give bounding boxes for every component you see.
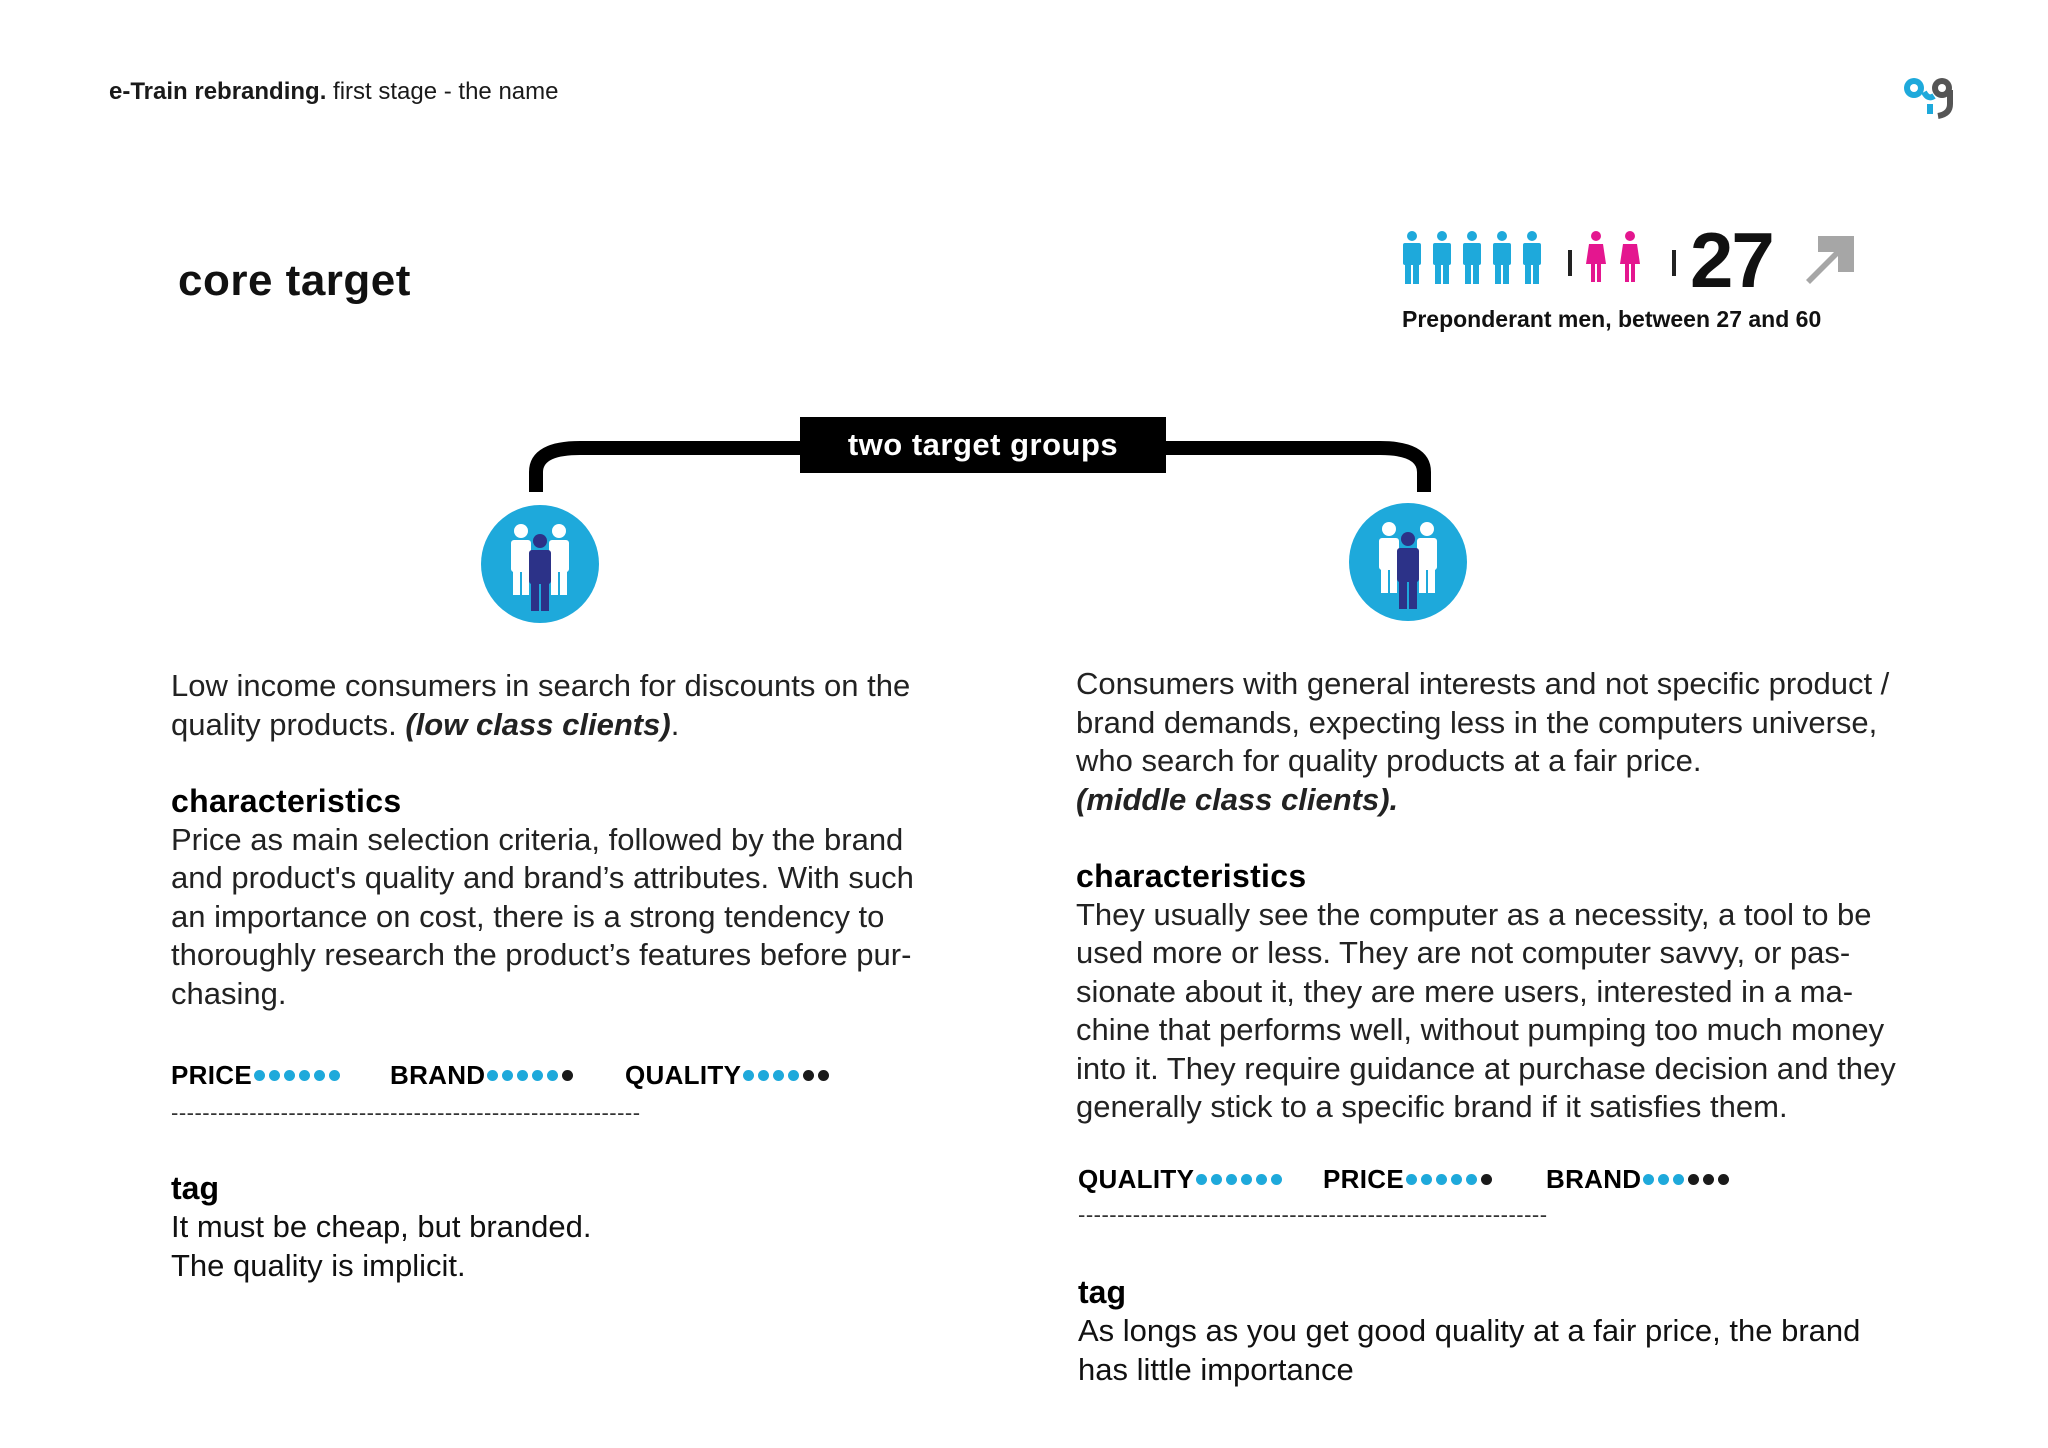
left-tag — [171, 1170, 592, 1285]
people-group-icon — [481, 505, 599, 623]
rating-dot-filled — [788, 1070, 799, 1081]
right-divider: ------------------------------------------------------------ — [1078, 1202, 1548, 1227]
rating-dot-filled — [254, 1070, 265, 1081]
rating-dot-dark — [1481, 1174, 1492, 1185]
right-tag — [1078, 1274, 1898, 1389]
right-metric: PRICE — [1323, 1164, 1492, 1195]
stats-separator — [1568, 250, 1572, 276]
left-divider: ------------------------------------------------------------ — [171, 1100, 641, 1125]
man-icon — [1520, 230, 1544, 291]
rating-dot-dark — [803, 1070, 814, 1081]
right-tag-heading: tag — [1078, 1274, 1126, 1310]
rating-dot-filled — [299, 1070, 310, 1081]
rating-dot-filled — [758, 1070, 769, 1081]
rating-dot-dark — [1688, 1174, 1699, 1185]
stats-separator — [1672, 250, 1676, 276]
left-metrics — [171, 1060, 891, 1090]
rating-dot-filled — [1436, 1174, 1447, 1185]
left-metric: QUALITY — [625, 1060, 829, 1091]
rating-dot-filled — [1256, 1174, 1267, 1185]
rating-dot-filled — [1271, 1174, 1282, 1185]
man-icon — [1430, 230, 1454, 291]
right-characteristics-heading: characteristics — [1076, 858, 1307, 894]
man-icon — [1400, 230, 1424, 291]
man-icon — [1460, 230, 1484, 291]
left-tag-heading: tag — [171, 1170, 219, 1206]
rating-dot-dark — [1703, 1174, 1714, 1185]
left-metric: PRICE — [171, 1060, 340, 1091]
man-icon — [1490, 230, 1514, 291]
rating-dot-filled — [1673, 1174, 1684, 1185]
rating-dot-filled — [517, 1070, 528, 1081]
rating-dot-filled — [284, 1070, 295, 1081]
rating-dot-filled — [1196, 1174, 1207, 1185]
rating-dot-filled — [1241, 1174, 1252, 1185]
header-title — [109, 78, 558, 106]
rating-dot-dark — [818, 1070, 829, 1081]
rating-dot-filled — [487, 1070, 498, 1081]
right-metric: BRAND — [1546, 1164, 1729, 1195]
right-intro-em: (middle class clients). — [1076, 781, 1399, 817]
people-group-icon — [1349, 503, 1467, 621]
right-metrics — [1078, 1164, 1798, 1194]
age-number: 27 — [1690, 216, 1773, 304]
woman-icon — [1584, 230, 1608, 291]
left-tag-line: It must be cheap, but branded. — [171, 1209, 592, 1244]
groups-label: two target groups — [800, 417, 1166, 473]
rating-dot-filled — [1211, 1174, 1222, 1185]
rating-dot-filled — [743, 1070, 754, 1081]
page-title: core target — [178, 256, 411, 305]
rating-dot-filled — [1643, 1174, 1654, 1185]
rating-dot-dark — [1718, 1174, 1729, 1185]
rating-dot-dark — [562, 1070, 573, 1081]
right-metric: QUALITY — [1078, 1164, 1282, 1195]
rating-dot-filled — [773, 1070, 784, 1081]
rating-dot-filled — [1451, 1174, 1462, 1185]
right-characteristics-text: They usually see the computer as a necessity, a tool to be used more or less. They are not computer savvy, or pas-sionate about it, they are mere users, interested in a ma-chine that performs well, without pumping too much money into it. They require guidance at purchase decision and they generally stick to a specific brand if it satisfies them. — [1076, 896, 1896, 1124]
left-metric: BRAND — [390, 1060, 573, 1091]
rating-dot-filled — [269, 1070, 280, 1081]
left-characteristics-heading: characteristics — [171, 783, 402, 819]
left-group-description — [171, 667, 951, 1013]
right-tag-text: As longs as you get good quality at a fair price, the brand has little importance — [1078, 1313, 1861, 1387]
rating-dot-filled — [1226, 1174, 1237, 1185]
brand-logo-icon — [1902, 74, 1956, 122]
right-intro: Consumers with general interests and not specific product / brand demands, expecting less in the computers universe, who search for quality products at a fair price. — [1076, 666, 1890, 778]
rating-dot-filled — [314, 1070, 325, 1081]
rating-dot-filled — [1466, 1174, 1477, 1185]
left-characteristics-text: Price as main selection criteria, followed by the brand and product's quality and brand’s attributes. With such an importance on cost, there is a strong tendency to thoroughly research the product’s features before pur-chasing. — [171, 821, 914, 1011]
rating-dot-filled — [502, 1070, 513, 1081]
rating-dot-filled — [329, 1070, 340, 1081]
left-tag-line: The quality is implicit. — [171, 1248, 466, 1283]
header-title-rest: first stage - the name — [326, 78, 559, 105]
rating-dot-filled — [1421, 1174, 1432, 1185]
woman-icon — [1618, 230, 1642, 291]
left-intro: Low income consumers in search for discounts on the quality products. (low class clients). — [171, 668, 911, 742]
rating-dot-filled — [1406, 1174, 1417, 1185]
rating-dot-filled — [1658, 1174, 1669, 1185]
header-title-bold: e-Train rebranding. — [109, 78, 327, 105]
demographic-stats — [1400, 216, 1870, 304]
arrow-up-right-icon — [1802, 232, 1858, 288]
rating-dot-filled — [547, 1070, 558, 1081]
stats-caption: Preponderant men, between 27 and 60 — [1402, 306, 1822, 332]
right-group-description — [1076, 665, 1926, 1127]
rating-dot-filled — [532, 1070, 543, 1081]
